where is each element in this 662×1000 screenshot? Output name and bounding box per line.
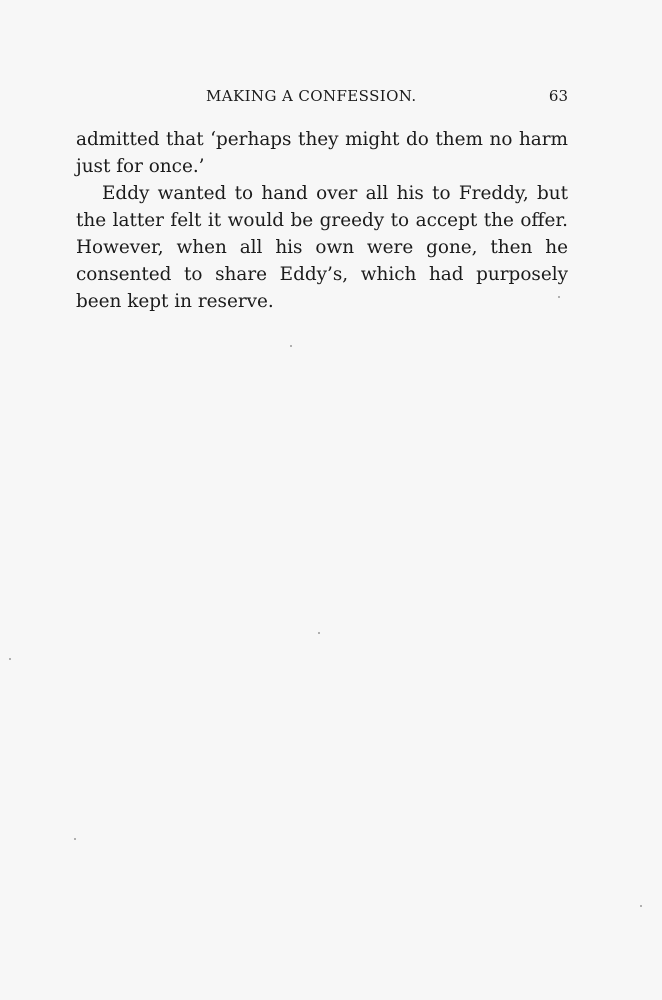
body-text	[76, 126, 568, 315]
running-title: MAKING A CONFESSION.	[206, 87, 417, 105]
page-number: 63	[548, 87, 568, 105]
scan-speck	[318, 632, 320, 634]
paragraph: Eddy wanted to hand over all his to Freddy, but the latter felt it would be greedy to accept the offer. However, when all his own were gone, then he consented to share Eddy’s, which had purposely been kept in reserve.	[76, 183, 568, 312]
scan-speck	[74, 838, 76, 840]
running-head	[76, 87, 568, 109]
scan-speck	[558, 296, 560, 298]
paragraph-continued: admitted that ‘perhaps they might do them no harm just for once.’	[76, 129, 568, 177]
scan-speck	[290, 345, 292, 347]
scan-speck	[9, 658, 11, 660]
scan-speck	[640, 905, 642, 907]
